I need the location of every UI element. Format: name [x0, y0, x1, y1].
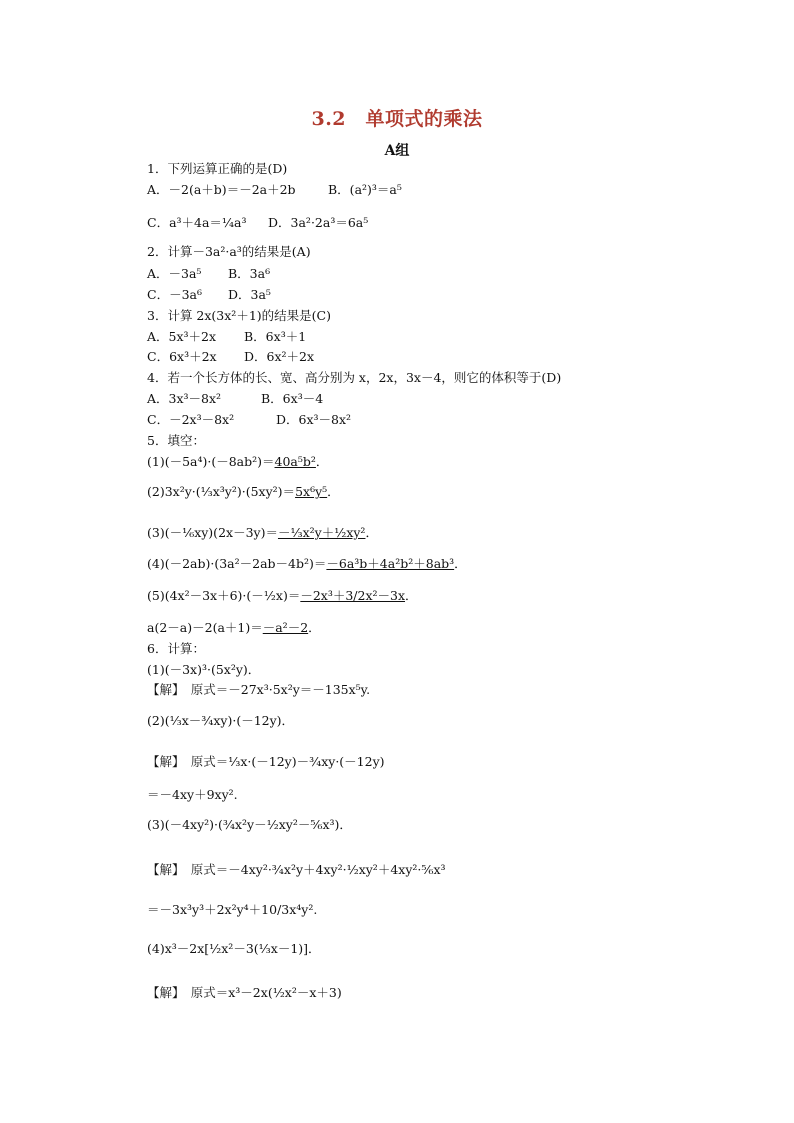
q6-4-solution: 【解】 原式＝x³－2x(½x²－x＋3)	[147, 985, 342, 1000]
question-2: 2．计算－3a²·a³的结果是(A)	[147, 244, 311, 259]
q3-option-a: A．5x³＋2x	[147, 329, 217, 344]
q5-1-answer: 40a⁵b²	[274, 454, 316, 469]
q2-option-b: B．3a⁶	[228, 266, 271, 281]
q6-part-2: (2)(⅓x－¾xy)·(－12y)．	[147, 713, 295, 728]
q1-option-d: D．3a²·2a³＝6a⁵	[268, 215, 369, 230]
q5-1-expression: (1)(－5a⁴)·(－8ab²)＝	[147, 454, 275, 469]
q1-option-a: A．－2(a＋b)＝－2a＋2b	[147, 182, 296, 197]
q5-5-expression: (5)(4x²－3x＋6)·(－½x)＝	[147, 588, 301, 603]
group-heading: A组	[384, 143, 410, 159]
q5-part-4: (4)(－2ab)·(3a²－2ab－4b²)＝－6a³b＋4a²b²＋8ab³．	[147, 556, 467, 571]
q3-option-c: C．6x³＋2x	[147, 349, 217, 364]
question-6: 6．计算：	[147, 641, 205, 656]
q4-option-a: A．3x³－8x²	[147, 391, 222, 406]
q5-part-2: (2)3x²y·(⅓x³y²)·(5xy²)＝5x⁶y⁵．	[147, 484, 340, 499]
q5-2-expression: (2)3x²y·(⅓x³y²)·(5xy²)＝	[147, 484, 296, 499]
q2-option-c: C．－3a⁶	[147, 287, 202, 302]
q5-5-answer: －2x³＋3/2x²－3x	[300, 588, 406, 603]
question-1: 1．下列运算正确的是(D)	[147, 161, 288, 176]
q5-6-answer: －a²－2	[262, 620, 309, 635]
q5-2-answer: 5x⁶y⁵	[295, 484, 328, 499]
q1-option-b: B．(a²)³＝a⁵	[328, 182, 402, 197]
q6-3-solution: 【解】 原式＝－4xy²·¾x²y＋4xy²·½xy²＋4xy²·⅚x³	[147, 862, 446, 877]
q5-part-6: a(2－a)－2(a＋1)＝－a²－2．	[147, 620, 321, 635]
q5-3-expression: (3)(－⅙xy)(2x－3y)＝	[147, 525, 278, 540]
q3-option-d: D．6x²＋2x	[244, 349, 315, 364]
q4-option-b: B．6x³－4	[261, 391, 324, 406]
q2-option-a: A．－3a⁵	[147, 266, 202, 281]
q6-part-4: (4)x³－2x[½x²－3(⅓x－1)]．	[147, 941, 321, 956]
q5-part-1: (1)(－5a⁴)·(－8ab²)＝40a⁵b²．	[147, 454, 329, 469]
q6-1-solution: 【解】 原式＝－27x³·5x²y＝－135x⁵y.	[147, 682, 371, 697]
q6-2-solution: 【解】 原式＝⅓x·(－12y)－¾xy·(－12y)	[147, 754, 385, 769]
q6-part-3: (3)(－4xy²)·(¾x²y－½xy²－⅚x³)．	[147, 817, 352, 832]
page-title: 3.2 单项式的乘法	[311, 108, 483, 130]
q5-3-answer: －⅓x²y＋½xy²	[277, 525, 366, 540]
q6-part-1: (1)(－3x)³·(5x²y)．	[147, 662, 261, 677]
question-4: 4．若一个长方体的长、宽、高分别为 x，2x，3x－4，则它的体积等于(D)	[147, 370, 562, 385]
q4-option-c: C．－2x³－8x²	[147, 412, 235, 427]
q5-part-3: (3)(－⅙xy)(2x－3y)＝－⅓x²y＋½xy²．	[147, 525, 378, 540]
q4-option-d: D．6x³－8x²	[276, 412, 352, 427]
q6-3-result: ＝－3x³y³＋2x²y⁴＋10/3x⁴y².	[147, 902, 318, 917]
question-5: 5．填空：	[147, 433, 205, 448]
q3-option-b: B．6x³＋1	[244, 329, 307, 344]
q1-option-c: C．a³＋4a＝¼a³	[147, 215, 247, 230]
q2-option-d: D．3a⁵	[228, 287, 271, 302]
q5-6-expression: a(2－a)－2(a＋1)＝	[147, 620, 263, 635]
q5-4-answer: －6a³b＋4a²b²＋8ab³	[326, 556, 455, 571]
question-3: 3．计算 2x(3x²＋1)的结果是(C)	[147, 308, 331, 323]
q5-part-5: (5)(4x²－3x＋6)·(－½x)＝－2x³＋3/2x²－3x．	[147, 588, 418, 603]
q6-2-result: ＝－4xy＋9xy².	[147, 787, 238, 802]
q5-4-expression: (4)(－2ab)·(3a²－2ab－4b²)＝	[147, 556, 327, 571]
